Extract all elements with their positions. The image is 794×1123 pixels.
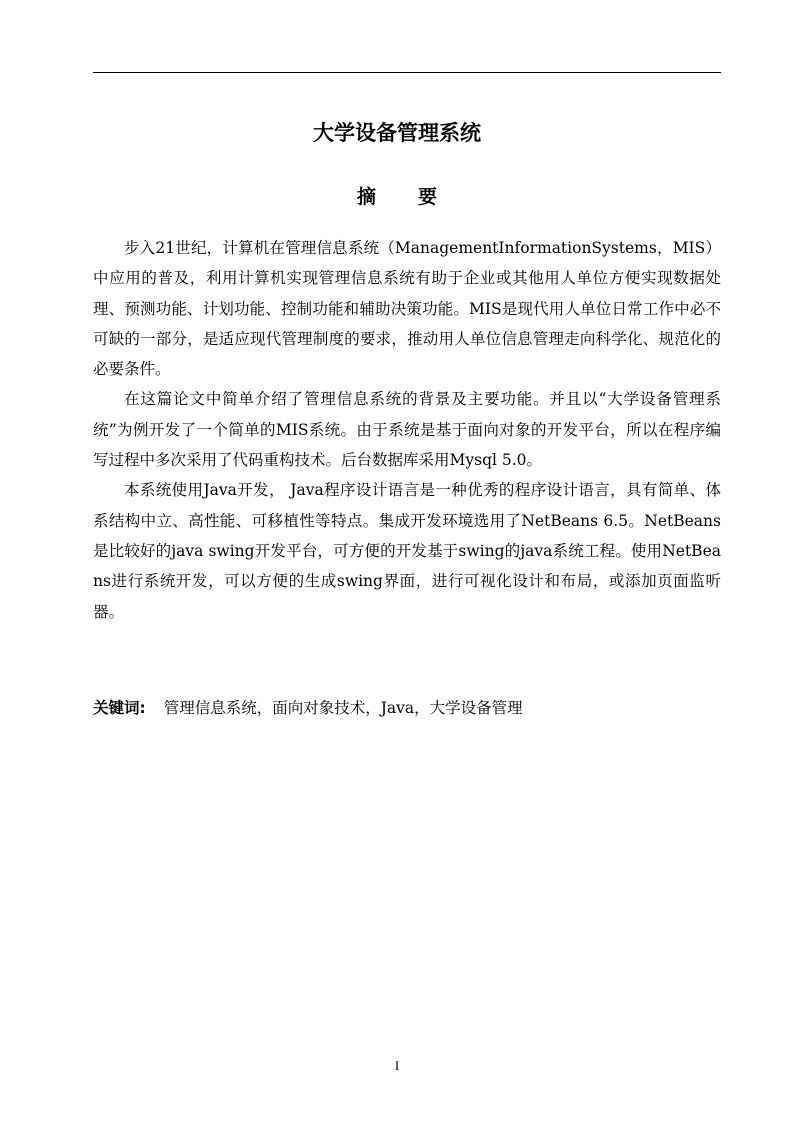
document-title: 大学设备管理系统 [313,121,481,145]
page-number: I [394,1058,400,1073]
abstract-paragraph-3: 本系统使用Java开发， Java程序设计语言是一种优秀的程序设计语言，具有简单、体系结构中立、高性能、可移植性等特点。集成开发环境选用了NetBeans 6.5。NetBeans是比较好的java swing开发平台，可方便的开发基于swing的java系统工程。使用NetBeans进行系统开发，可以方便的生成swing界面，进行可视化设计和布局，或添加页面监听器。 [93,481,721,621]
abstract-paragraph-1: 步入21世纪，计算机在管理信息系统（ManagementInformationSystems，MIS）中应用的普及，利用计算机实现管理信息系统有助于企业或其他用人单位方便实现数据处理、预测功能、计划功能、控制功能和辅助决策功能。MIS是现代用人单位日常工作中必不可缺的一部分，是适应现代管理制度的要求，推动用人单位信息管理走向科学化、规范化的必要条件。 [93,239,721,379]
keywords-label: 关键词: [93,699,146,717]
keywords-line [93,694,721,722]
abstract-paragraph-2: 在这篇论文中简单介绍了管理信息系统的背景及主要功能。并且以“大学设备管理系统”为例开发了一个简单的MIS系统。由于系统是基于面向对象的开发平台，所以在程序编写过程中多次采用了代码重构技术。后台数据库采用Mysql 5.0。 [93,390,721,470]
header-rule [93,72,721,73]
abstract-heading: 摘要 [356,186,479,208]
abstract-body [93,233,721,627]
keywords-text: 管理信息系统，面向对象技术，Java，大学设备管理 [163,699,523,717]
